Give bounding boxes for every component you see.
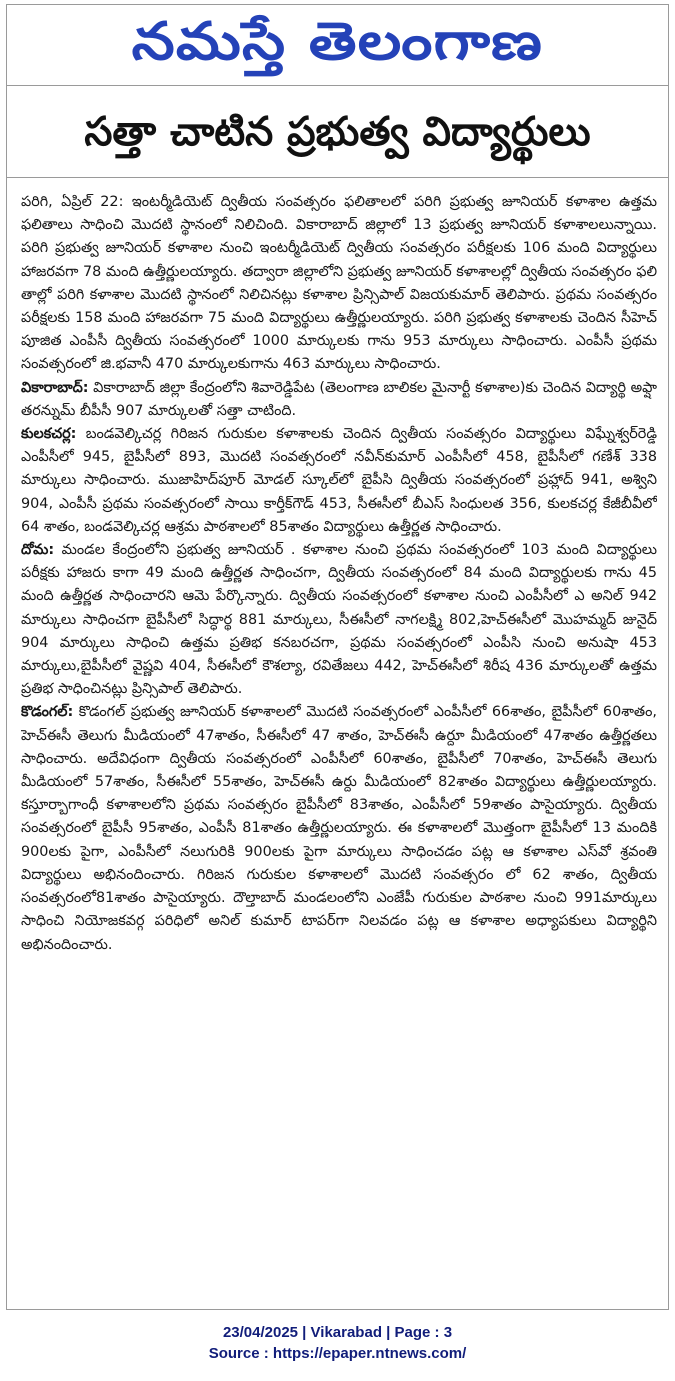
masthead-divider <box>7 85 668 86</box>
footer-date-edition: 23/04/2025 | Vikarabad | Page : 3 <box>222 1324 453 1341</box>
paragraph-text: బండవెల్కిచర్ల గిరిజన గురుకుల కళాశాలకు చెందిన ద్వితీయ సంవత్సరం విద్యార్థులు విఘ్నేశ్వర్‌రెడ్డి ఎంపీసీలో 945, బైపీసీలో 893, మొదటి సంవత్సరంలో నవీన్‌కుమార్ ఎంపీసీలో 458, బైపీసీలో గణేశ్ 338 మార్కులు సాధించారు. ముజాహిద్‌పూర్ మోడల్ స్కూల్‌లో బైపీసి ద్వితీయ సంవత్సరంలో ప్రహ్లాద్ 941, అశ్విని 904, ఎంపీసీ ప్రథమ సంవత్సరంలో సాయి కార్తీక్‌గౌడ్ 453, సీఈసీలో బీఎస్ సింధులత 356, కులకచర్ల కేజీబీవీలో 64 శాతం, బండవెల్కిచర్ల ఆశ్రమ పాఠశాలలో 85శాతం విద్యార్థులు ఉత్తీర్ణత సాధించారు. <box>21 426 657 535</box>
paragraph-dateline: వికారాబాద్: <box>21 379 89 396</box>
article-paragraph-3 <box>21 423 657 539</box>
article-body <box>21 191 657 1301</box>
paragraph-dateline: దోమ: <box>21 542 55 559</box>
paragraph-text: కొడంగల్ ప్రభుత్వ జూనియర్ కళాశాలలో మొదటి సంవత్సరంలో ఎంపీసీలో 66శాతం, బైపీసీలో 60శాతం, హెచ్‌ఈసీ తెలుగు మీడియంలో 47శాతం, సీఈసీలో 47 శాతం, హెచ్‌ఈసీ ఉర్దూ మీడియంలో 47శాతం ఉత్తీర్ణతలు సాధించారు. అదేవిధంగా ద్వితీయ సంవత్సరంలో ఎంపీసీలో 60శాతం, బైపీసీలో 70శాతం, హెచ్‌ఈసీ తెలుగు మీడియంలో 57శాతం, సీఈసీలో 55శాతం, హెచ్‌ఈసీ ఉర్దు మీడియంలో 82శాతం విద్యార్థులు ఉత్తీర్ణులయ్యారు. కస్తూర్బాగాంధీ కళాశాలలోని ప్రథమ సంవత్సరం బైపీసీలో 83శాతం, ఎంపీసీలో 59శాతం పాసైయ్యారు. ద్వితీయ సంవత్సరంలో బైపీసీ 95శాతం, ఎంపీసీ 81శాతం ఉత్తీర్ణులయ్యారు. ఈ కళాశాలలో మొత్తంగా బైపీసీలో 13 మందికి 900లకు పైగా, ఎంపీసీలో నలుగురికి 900లకు పైగా మార్కులు సాధించడం పట్ల ఆ కళాశాల ఎస్‌వో శ్రవంతి విద్యార్థులు అభినందించారు. గిరిజన గురుకుల కళాశాలలో మొదటి సంవత్సరం లో 62 శాతం, ద్వితీయ సంవత్సరంలో81శాతం పాసైయ్యారు. దౌల్తాబాద్ మండలంలోని ఎంజేపీ గురుకుల పాఠశాల నుంచి 991మార్కులు సాధించి నియోజకవర్గ పరిధిలో అనిల్ కుమార్ టాపర్‌గా నిలవడం పట్ల ఆ కళాశాల అధ్యాపకులు విద్యార్థిని అభినందించారు. <box>21 704 657 953</box>
paragraph-text: పరిగి, ఏప్రిల్ 22: ఇంటర్మీడియెట్ ద్వితీయ సంవత్సరం ఫలితాలలో పరిగి ప్రభుత్వ జూనియర్ కళాశాల ఉత్తమ ఫలితాలు సాధించి మొదటి స్థానంలో నిలిచింది. వికారాబాద్ జిల్లాలో 13 ప్రభుత్వ జూనియర్ కళాశాలలున్నాయి. పరిగి ప్రభుత్వ జూనియర్ కళాశాల నుంచి ఇంటర్మీడియెట్ ద్వితీయ సంవత్సరం పరీక్షలకు 106 మంది విద్యార్థులు హాజరవగా 78 మంది ఉత్తీర్ణులయ్యారు. తద్వారా జిల్లాలోని ప్రభుత్వ జూనియర్ కళాశాలల్లో ద్వితీయ సంవత్సరం ఫలి తాల్లో పరిగి కళాశాల మొదటి స్థానంలో నిలిచినట్లు కళాశాల ప్రిన్సిపాల్ విజయకుమార్ తెలిపారు. ప్రథమ సంవత్సరం పరీక్షలకు 158 మంది హాజరవగా 75 మంది విద్యార్థులు ఉత్తీర్ణులయ్యారు. పరిగి ప్రభుత్వ కళాశాలకు చెందిన సీహెచ్ పూజిత ఎంపీసీ ద్వితీయ సంవత్సరంలో 1000 మార్కులకు గాను 953 మార్కులు సాధించారు. ఎంపీసీ ప్రథమ సంవత్సరంలో జి.భవానీ 470 మార్కులకుగాను 463 మార్కులు సాధించారు. <box>21 194 657 373</box>
article-paragraph-1 <box>21 191 657 377</box>
article-paragraph-4 <box>21 539 657 701</box>
paragraph-dateline: కులకచర్ల: <box>21 426 77 443</box>
headline-divider <box>7 177 668 178</box>
article-paragraph-2 <box>21 377 657 423</box>
footer-source-link[interactable]: Source : https://epaper.ntnews.com/ <box>208 1345 467 1362</box>
paragraph-text: మండల కేంద్రంలోని ప్రభుత్వ జూనియర్ . కళాశాల నుంచి ప్రథమ సంవత్సరంలో 103 మంది విద్యార్థులు పరీక్షకు హాజరు కాగా 49 మంది ఉత్తీర్ణత సాధించగా, ద్వితీయ సంవత్సరంలో 84 మంది విద్యార్థులకు గాను 45 మంది ఉత్తీర్ణత సాధించారని ఆమె పేర్కొన్నారు. ద్వితీయ సంవత్సరంలో కళాశాల నుంచి ఎంపీసీలో ఎ అనిల్ 942 మార్కులు సాధించగా బైపీసీలో సిద్ధార్థ 881 మార్కులు, సీఈసీలో నాగలక్ష్మి 802,హెచ్‌ఈసీలో మొహమ్మద్ జునైద్ 904 మార్కులు సాధించి ఉత్తమ ప్రతిభ కనబరచగా, ప్రథమ సంవత్సరంలో ఎంపీసి నుంచి అనుషా 453 మార్కులు,బైపీసీలో వైష్ణవి 404, సీఈసీలో కౌశల్యా, రవితేజలు 442, హెచ్‌ఈసీలో శిరీష 436 మార్కులతో ఉత్తమ ప్రతిభ సాధించినట్లు ప్రిన్సిపాల్ తెలిపారు. <box>21 542 657 698</box>
paragraph-text: వికారాబాద్ జిల్లా కేంద్రంలోని శివారెడ్డిపేట (తెలంగాణ బాలికల మైనార్టీ కళాశాల)కు చెందిన విద్యార్థి అఫ్షా తరన్నుమ్ బీపీసీ 907 మార్కులతో సత్తా చాటింది. <box>21 379 657 419</box>
masthead-logo-text: నమస్తే తెలంగాణ <box>131 11 544 72</box>
page-footer <box>0 1322 675 1364</box>
article-paragraph-5 <box>21 701 657 956</box>
paragraph-dateline: కొడంగల్: <box>21 704 74 721</box>
clipping-frame <box>6 4 669 1310</box>
article-headline: సత్తా చాటిన ప్రభుత్వ విద్యార్థులు <box>84 109 591 155</box>
masthead <box>7 7 668 81</box>
